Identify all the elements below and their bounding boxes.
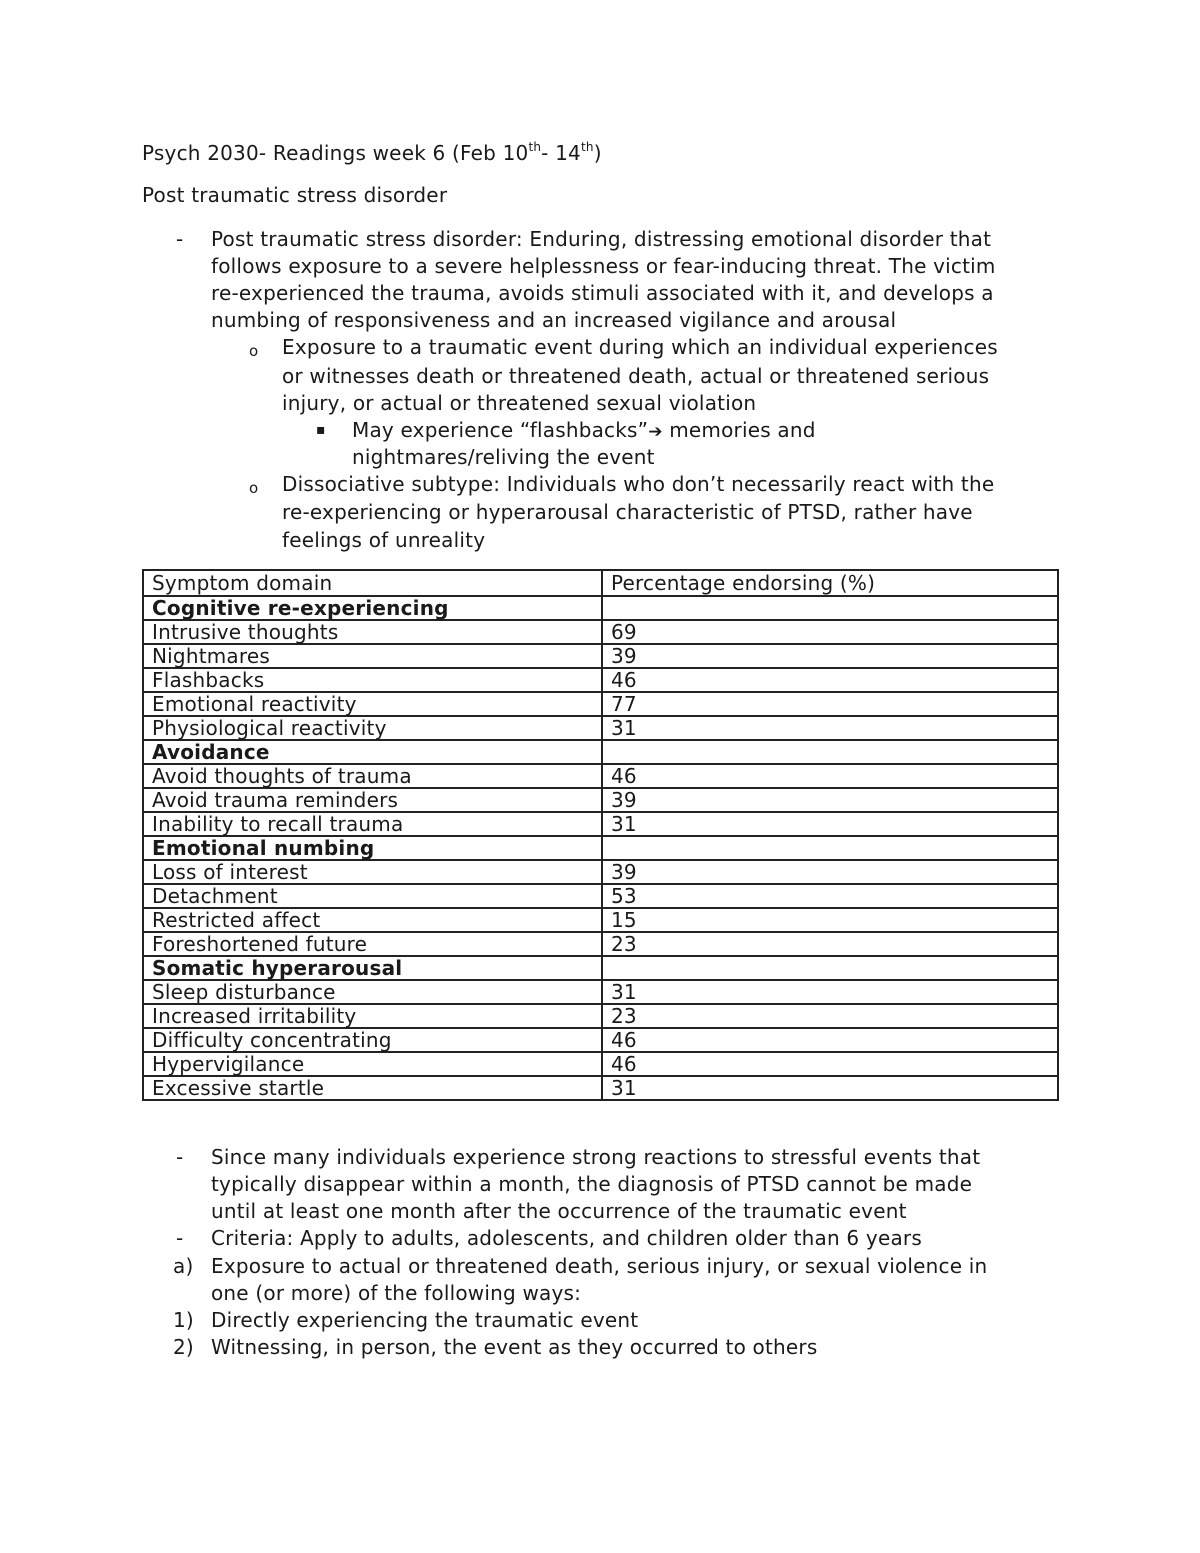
bullet-text-line: Dissociative subtype: Individuals who don’t necessarily react with the <box>282 472 995 496</box>
symptom-cell: Nightmares <box>143 644 602 668</box>
table-row <box>143 932 1058 956</box>
table-row <box>143 1028 1058 1052</box>
percentage-cell: 31 <box>602 716 1058 740</box>
table-row <box>143 788 1058 812</box>
bullet-text-line: one (or more) of the following ways: <box>211 1281 582 1305</box>
bullet-text-line: injury, or actual or threatened sexual violation <box>282 391 757 415</box>
percentage-cell: 31 <box>602 812 1058 836</box>
bullet-text-line: or witnesses death or threatened death, actual or threatened serious <box>282 364 990 388</box>
table-row <box>143 908 1058 932</box>
symptom-cell: Inability to recall trauma <box>143 812 602 836</box>
bullet-text-line: Criteria: Apply to adults, adolescents, and children older than 6 years <box>211 1226 922 1250</box>
bullet-text-line: until at least one month after the occurrence of the traumatic event <box>211 1199 907 1223</box>
bullet-text-line: Exposure to a traumatic event during which an individual experiences <box>282 335 998 359</box>
percentage-cell: 23 <box>602 1004 1058 1028</box>
symptom-cell: Sleep disturbance <box>143 980 602 1004</box>
table-row <box>143 1004 1058 1028</box>
percentage-cell <box>602 740 1058 764</box>
percentage-cell: 39 <box>602 644 1058 668</box>
bullet-text-line: feelings of unreality <box>282 528 486 552</box>
symptom-cell: Excessive startle <box>143 1076 602 1100</box>
right-arrow-icon: ➔ <box>648 422 663 442</box>
symptom-cell: Avoid trauma reminders <box>143 788 602 812</box>
section-heading: Post traumatic stress disorder <box>142 183 448 207</box>
symptom-cell: Avoid thoughts of trauma <box>143 764 602 788</box>
bullet-text-line: Directly experiencing the traumatic event <box>211 1308 639 1332</box>
symptom-cell: Physiological reactivity <box>143 716 602 740</box>
percentage-cell: 31 <box>602 1076 1058 1100</box>
symptom-cell: Intrusive thoughts <box>143 620 602 644</box>
table-row <box>143 668 1058 692</box>
percentage-cell: 77 <box>602 692 1058 716</box>
document-title: Psych 2030- Readings week 6 (Feb 10th- 14th) <box>142 140 602 165</box>
table-section-row <box>143 596 1058 620</box>
percentage-cell: 53 <box>602 884 1058 908</box>
symptom-cell: Hypervigilance <box>143 1052 602 1076</box>
symptom-cell: Increased irritability <box>143 1004 602 1028</box>
bullet-text-line: Post traumatic stress disorder: Enduring, distressing emotional disorder that <box>211 227 992 251</box>
table-row <box>143 812 1058 836</box>
symptom-cell: Detachment <box>143 884 602 908</box>
table-section-row <box>143 740 1058 764</box>
bullet-text-line: numbing of responsiveness and an increased vigilance and arousal <box>211 308 897 332</box>
table-row <box>143 884 1058 908</box>
bullet-text-line: re-experienced the trauma, avoids stimuli associated with it, and develops a <box>211 281 994 305</box>
symptom-cell: Foreshortened future <box>143 932 602 956</box>
column-header: Symptom domain <box>143 570 602 596</box>
symptom-domain-cell: Somatic hyperarousal <box>143 956 602 980</box>
bullet-text-line: nightmares/reliving the event <box>352 445 655 469</box>
column-header: Percentage endorsing (%) <box>602 570 1058 596</box>
table-row <box>143 980 1058 1004</box>
percentage-cell: 46 <box>602 668 1058 692</box>
bullet-text-line: follows exposure to a severe helplessness or fear-inducing threat. The victim <box>211 254 996 278</box>
percentage-cell <box>602 956 1058 980</box>
circle-bullet: o <box>249 479 259 497</box>
table-row <box>143 692 1058 716</box>
dash-bullet: - <box>176 227 184 251</box>
percentage-cell: 46 <box>602 764 1058 788</box>
percentage-cell: 46 <box>602 1028 1058 1052</box>
list-marker: a) <box>173 1254 194 1278</box>
percentage-cell <box>602 596 1058 620</box>
table-row <box>143 1076 1058 1100</box>
table-header-row <box>143 570 1058 596</box>
dash-bullet: - <box>176 1145 184 1169</box>
symptom-domain-cell: Emotional numbing <box>143 836 602 860</box>
symptom-cell: Restricted affect <box>143 908 602 932</box>
percentage-cell: 39 <box>602 788 1058 812</box>
table-section-row <box>143 956 1058 980</box>
symptom-domain-cell: Cognitive re-experiencing <box>143 596 602 620</box>
circle-bullet: o <box>249 342 259 360</box>
symptom-cell: Difficulty concentrating <box>143 1028 602 1052</box>
table-row <box>143 764 1058 788</box>
bullet-text-line: re-experiencing or hyperarousal characteristic of PTSD, rather have <box>282 500 973 524</box>
square-bullet: ▪ <box>316 422 326 438</box>
percentage-cell: 31 <box>602 980 1058 1004</box>
symptom-cell: Loss of interest <box>143 860 602 884</box>
bullet-text-line: May experience “flashbacks”➔ memories and <box>352 418 816 442</box>
percentage-cell <box>602 836 1058 860</box>
percentage-cell: 15 <box>602 908 1058 932</box>
percentage-cell: 46 <box>602 1052 1058 1076</box>
symptom-table <box>142 569 1059 1101</box>
table-row <box>143 860 1058 884</box>
bullet-text-line: Witnessing, in person, the event as they occurred to others <box>211 1335 818 1359</box>
list-marker: 2) <box>173 1335 194 1359</box>
symptom-cell: Flashbacks <box>143 668 602 692</box>
table-row <box>143 644 1058 668</box>
table-row <box>143 716 1058 740</box>
table-section-row <box>143 836 1058 860</box>
bullet-text-line: Exposure to actual or threatened death, serious injury, or sexual violence in <box>211 1254 988 1278</box>
dash-bullet: - <box>176 1226 184 1250</box>
bullet-text-line: typically disappear within a month, the diagnosis of PTSD cannot be made <box>211 1172 973 1196</box>
percentage-cell: 69 <box>602 620 1058 644</box>
percentage-cell: 23 <box>602 932 1058 956</box>
list-marker: 1) <box>173 1308 194 1332</box>
symptom-domain-cell: Avoidance <box>143 740 602 764</box>
table-row <box>143 1052 1058 1076</box>
table-row <box>143 620 1058 644</box>
percentage-cell: 39 <box>602 860 1058 884</box>
bullet-text-line: Since many individuals experience strong reactions to stressful events that <box>211 1145 981 1169</box>
symptom-cell: Emotional reactivity <box>143 692 602 716</box>
